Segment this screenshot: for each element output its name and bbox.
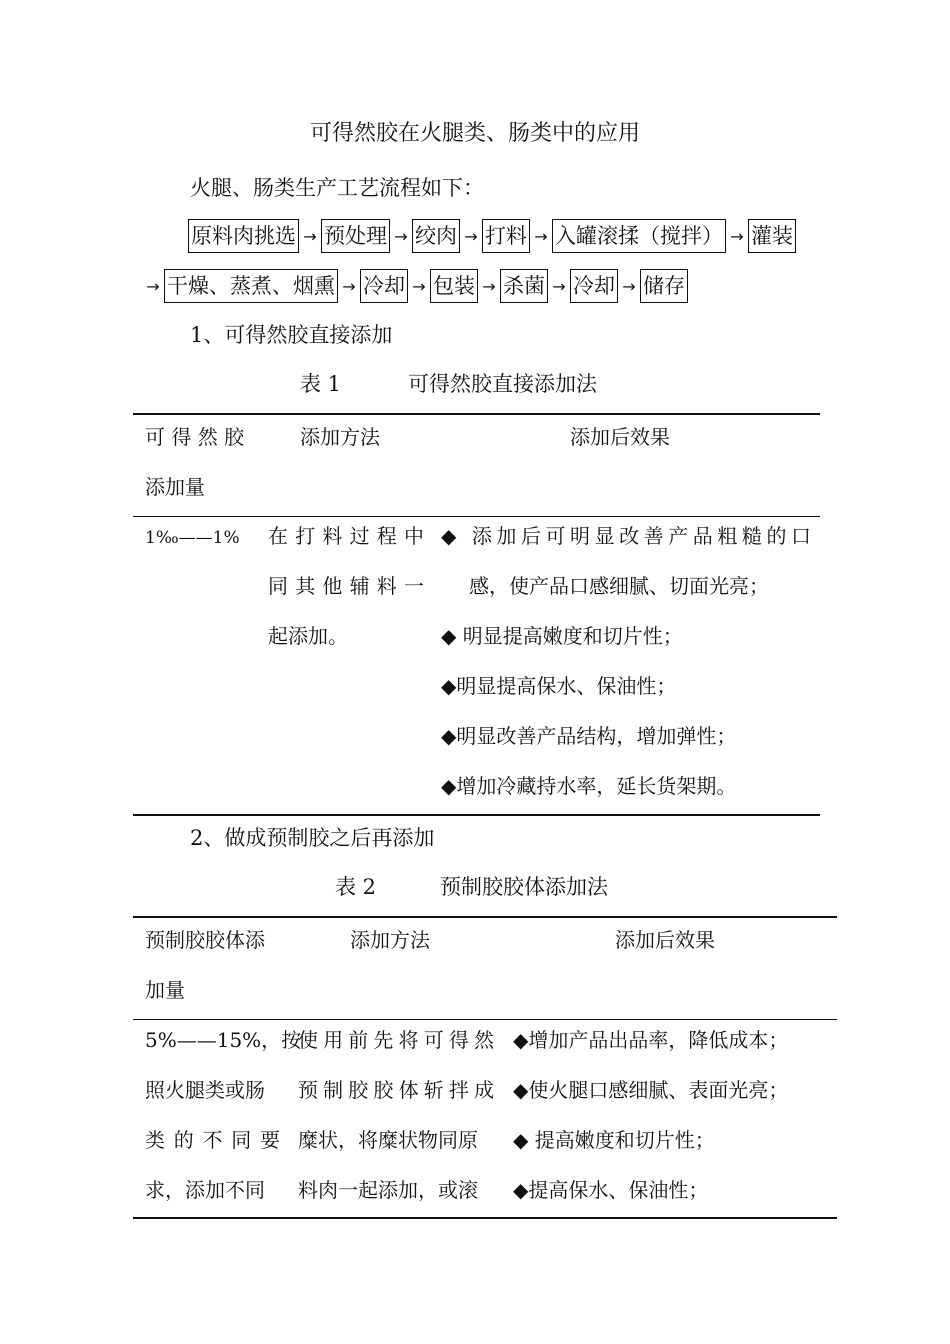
effect-line: ◆使火腿口感细腻、表面光亮； [513, 1078, 789, 1102]
header-amount-line: 可 得 然 胶 [145, 425, 245, 449]
flow-step: 冷却 [570, 269, 618, 303]
flow-row-1 [188, 219, 796, 253]
effect-line: ◆ 添加后可明显改善产品粗糙的口 [441, 524, 811, 548]
flow-step: 冷却 [360, 269, 408, 303]
effect-line: ◆增加冷藏持水率，延长货架期。 [441, 774, 737, 798]
header-amount [145, 412, 257, 512]
table-bottom-rule [133, 1217, 837, 1219]
amount-line: 照火腿类或肠 [145, 1078, 265, 1102]
method-line: 料肉一起添加，或滚 [298, 1178, 478, 1202]
header-amount-line: 预制胶胶体添 [145, 928, 265, 952]
header-amount-line: 加量 [145, 978, 185, 1002]
effect-cell [441, 511, 811, 811]
table-1-caption: 可得然胶直接添加法 [408, 372, 597, 396]
effect-line: ◆明显改善产品结构，增加弹性； [441, 724, 737, 748]
method-line: 在 打 料 过 程 中 [268, 524, 424, 548]
header-amount [145, 915, 265, 1015]
flow-row-2 [142, 269, 688, 303]
table-bottom-rule [133, 814, 820, 816]
intro-text: 火腿、肠类生产工艺流程如下： [190, 176, 484, 200]
method-cell [268, 511, 424, 661]
flow-step: 打料 [482, 219, 530, 253]
effect-line: ◆ 提高嫩度和切片性； [513, 1128, 715, 1152]
page-title: 可得然胶在火腿类、肠类中的应用 [309, 121, 640, 146]
arrow-icon: → [412, 276, 426, 296]
amount-line: 类 的 不 同 要 [145, 1128, 280, 1152]
amount-line: 求，添加不同 [145, 1178, 265, 1202]
arrow-icon: → [303, 226, 317, 246]
method-line: 糜状，将糜状物同原 [298, 1128, 478, 1152]
section-2-heading: 2、做成预制胶之后再添加 [190, 826, 435, 850]
flow-step: 预处理 [321, 219, 390, 253]
header-effect: 添加后效果 [615, 928, 715, 952]
table-2-caption-number: 表 2 [335, 875, 377, 899]
effect-line: ◆增加产品出品率，降低成本； [513, 1028, 789, 1052]
table-2-caption: 预制胶胶体添加法 [440, 875, 608, 899]
method-line: 使用前先将可得然 [298, 1028, 494, 1052]
effect-line: 感，使产品口感细腻、切面光亮； [469, 574, 769, 598]
method-line: 预制胶胶体斩拌成 [298, 1078, 494, 1102]
arrow-icon: → [464, 226, 478, 246]
effect-line: ◆明显提高保水、保油性； [441, 674, 677, 698]
flow-step: 灌装 [748, 219, 796, 253]
section-1-heading: 1、可得然胶直接添加 [190, 323, 393, 347]
amount-cell [145, 1015, 302, 1215]
effect-line: ◆ 明显提高嫩度和切片性； [441, 624, 683, 648]
flow-step: 储存 [640, 269, 688, 303]
arrow-icon: → [342, 276, 356, 296]
arrow-icon: → [622, 276, 636, 296]
flow-step: 包装 [430, 269, 478, 303]
flow-step: 杀菌 [500, 269, 548, 303]
arrow-icon: → [482, 276, 496, 296]
amount-cell: 1‰——1% [145, 528, 240, 548]
method-cell [298, 1015, 494, 1215]
header-effect: 添加后效果 [570, 425, 670, 449]
amount-line: 5%——15%，按 [145, 1028, 302, 1052]
flow-step: 干燥、蒸煮、烟熏 [164, 269, 338, 303]
arrow-icon: → [394, 226, 408, 246]
arrow-icon: → [730, 226, 744, 246]
table-1-caption-number: 表 1 [300, 372, 342, 396]
arrow-icon: → [146, 276, 160, 296]
header-method: 添加方法 [350, 928, 430, 952]
header-method: 添加方法 [300, 425, 380, 449]
flow-step: 原料肉挑选 [188, 219, 299, 253]
method-line: 同 其 他 辅 料 一 [268, 574, 424, 598]
method-line: 起添加。 [268, 624, 348, 648]
header-amount-line: 添加量 [145, 475, 205, 499]
arrow-icon: → [552, 276, 566, 296]
flow-step: 入罐滚揉（搅拌） [552, 219, 726, 253]
flow-step: 绞肉 [412, 219, 460, 253]
effect-cell [513, 1015, 813, 1215]
effect-line: ◆提高保水、保油性； [513, 1178, 709, 1202]
arrow-icon: → [534, 226, 548, 246]
